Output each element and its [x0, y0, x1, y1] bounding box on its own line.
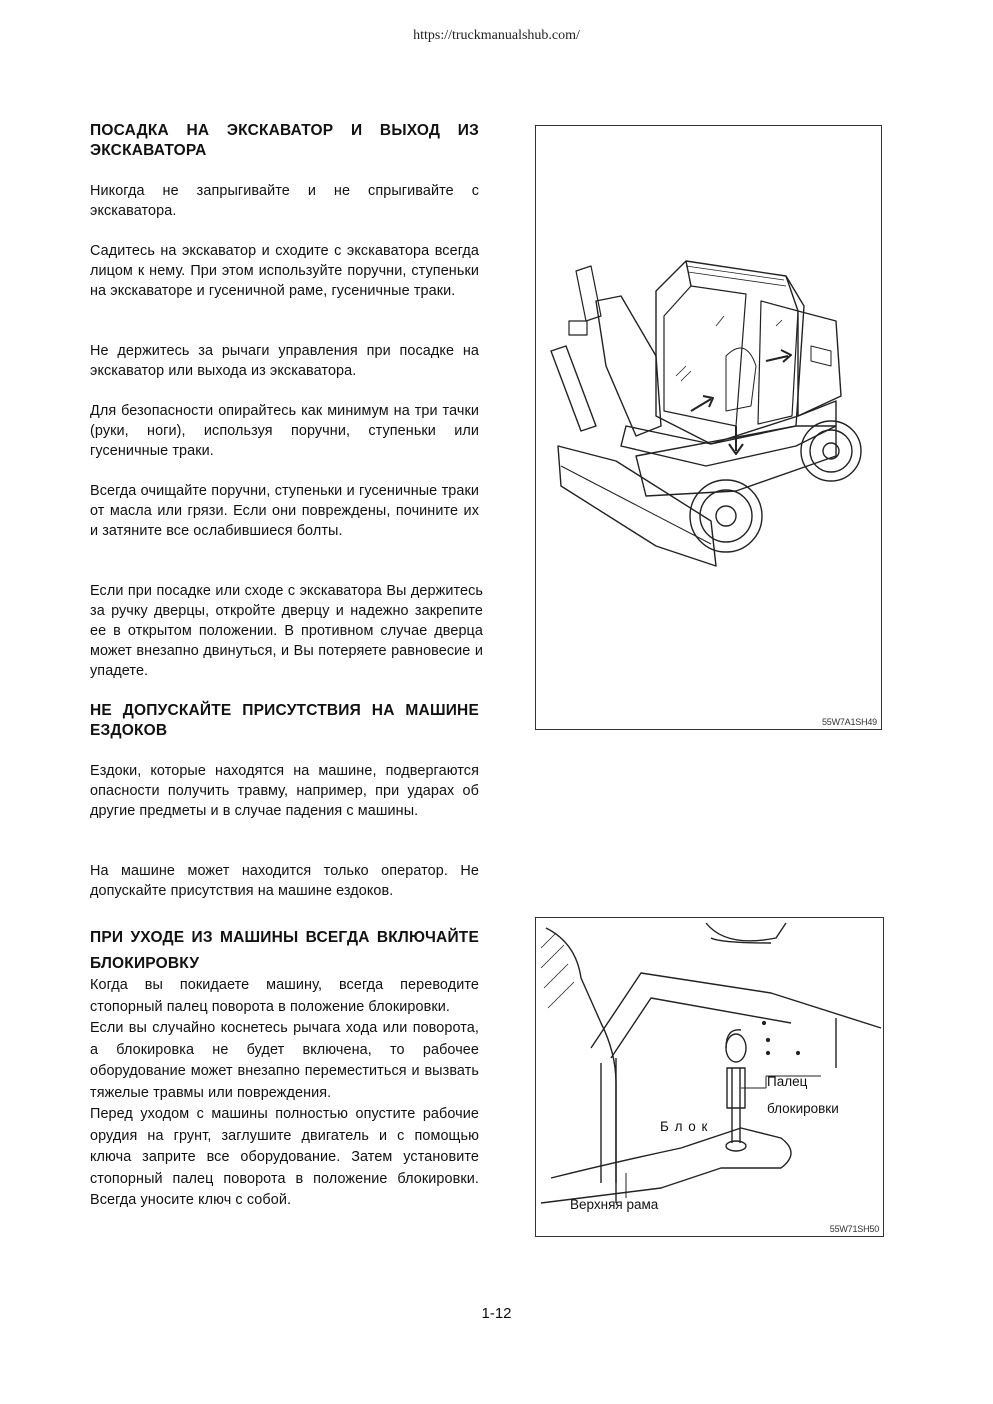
label-block: Б л о к — [660, 1119, 709, 1134]
paragraph: Садитесь на экскаватор и сходите с экскаватора всегда лицом к нему. При этом используйте поручни, ступеньки на экскаваторе и гусеничной раме, гусеничные траки. — [90, 243, 479, 299]
lock-pin-illustration — [536, 918, 883, 1236]
section-title: ПРИ УХОДЕ ИЗ МАШИНЫ ВСЕГДА ВКЛЮЧАЙТЕ БЛОКИРОВКУ — [90, 929, 479, 972]
section-title: НЕ ДОПУСКАЙТЕ ПРИСУТСТВИЯ НА МАШИНЕ ЕЗДОКОВ — [90, 702, 479, 739]
section-riders — [90, 701, 479, 741]
section-lock — [90, 925, 479, 977]
paragraph: Для безопасности опирайтесь как минимум на три тачки (руки, ноги), используя поручни, ступеньки или гусеничные траки. — [90, 403, 479, 459]
paragraph-wrap — [90, 481, 479, 541]
section-boarding — [90, 121, 479, 161]
excavator-illustration — [536, 126, 881, 729]
paragraph: Всегда очищайте поручни, ступеньки и гусеничные траки от масла или грязи. Если они повреждены, почините их и затяните все ослабившиеся болты. — [90, 483, 479, 539]
paragraph-wrap — [90, 341, 479, 381]
paragraph: Когда вы покидаете машину, всегда переводите стопорный палец поворота в положение блокировки. — [90, 977, 479, 1015]
boarding-paragraphs — [90, 181, 479, 221]
paragraph-wrap — [90, 761, 479, 821]
lock-pin-figure — [535, 917, 884, 1237]
paragraph: На машине может находится только оператор. Не допускайте присутствия на машине ездоков. — [90, 863, 479, 899]
paragraph-wrap — [90, 401, 479, 461]
source-url: https://truckmanualshub.com/ — [413, 28, 580, 43]
label-frame: Верхняя рама — [570, 1197, 659, 1212]
paragraph: Если при посадке или сходе с экскаватора Вы держитесь за ручку дверцы, откройте дверцу и надежно закрепите ее в открытом положении. В противном случае дверца может внезапно двинуться, и Вы потеряете равновесие и упадете. — [90, 583, 483, 679]
figure-code: 55W7A1SH49 — [821, 717, 877, 727]
paragraph-wrap — [90, 861, 479, 901]
excavator-figure — [535, 125, 882, 730]
paragraph: Не держитесь за рычаги управления при посадке на экскаватор или выхода из экскаватора. — [90, 343, 479, 379]
paragraph-wrap — [90, 975, 479, 1212]
section-title-text: ПОСАДКА НА ЭКСКАВАТОР И ВЫХОД ИЗ ЭКСКАВАТОРА — [90, 122, 479, 159]
page-number: 1-12 — [481, 1305, 512, 1322]
label-pin-line1: Палец — [767, 1074, 808, 1089]
figure-code: 55W71SH50 — [829, 1224, 879, 1234]
section-title — [90, 121, 479, 161]
paragraph: Никогда не запрыгивайте и не спрыгивайте с экскаватора. — [90, 183, 479, 219]
paragraph: Перед уходом с машины полностью опустите рабочие орудия на грунт, заглушите двигатель и с помощью ключа заприте все оборудование. Затем установите стопорный палец поворота в положение блокировки. Всегда уносите ключ с собой. — [90, 1106, 479, 1208]
paragraph: Ездоки, которые находятся на машине, подвергаются опасности получить травму, например, при ударах об другие предметы и в случае падения с машины. — [90, 763, 479, 819]
paragraph-wrap — [90, 241, 479, 301]
paragraph: Если вы случайно коснетесь рычага хода или поворота, а блокировка не будет включена, то рабочее оборудование может внезапно переместиться и вызвать тяжелые травмы или повреждения. — [90, 1020, 479, 1101]
label-pin-line2: блокировки — [767, 1101, 839, 1116]
paragraph-wrap — [90, 581, 483, 681]
